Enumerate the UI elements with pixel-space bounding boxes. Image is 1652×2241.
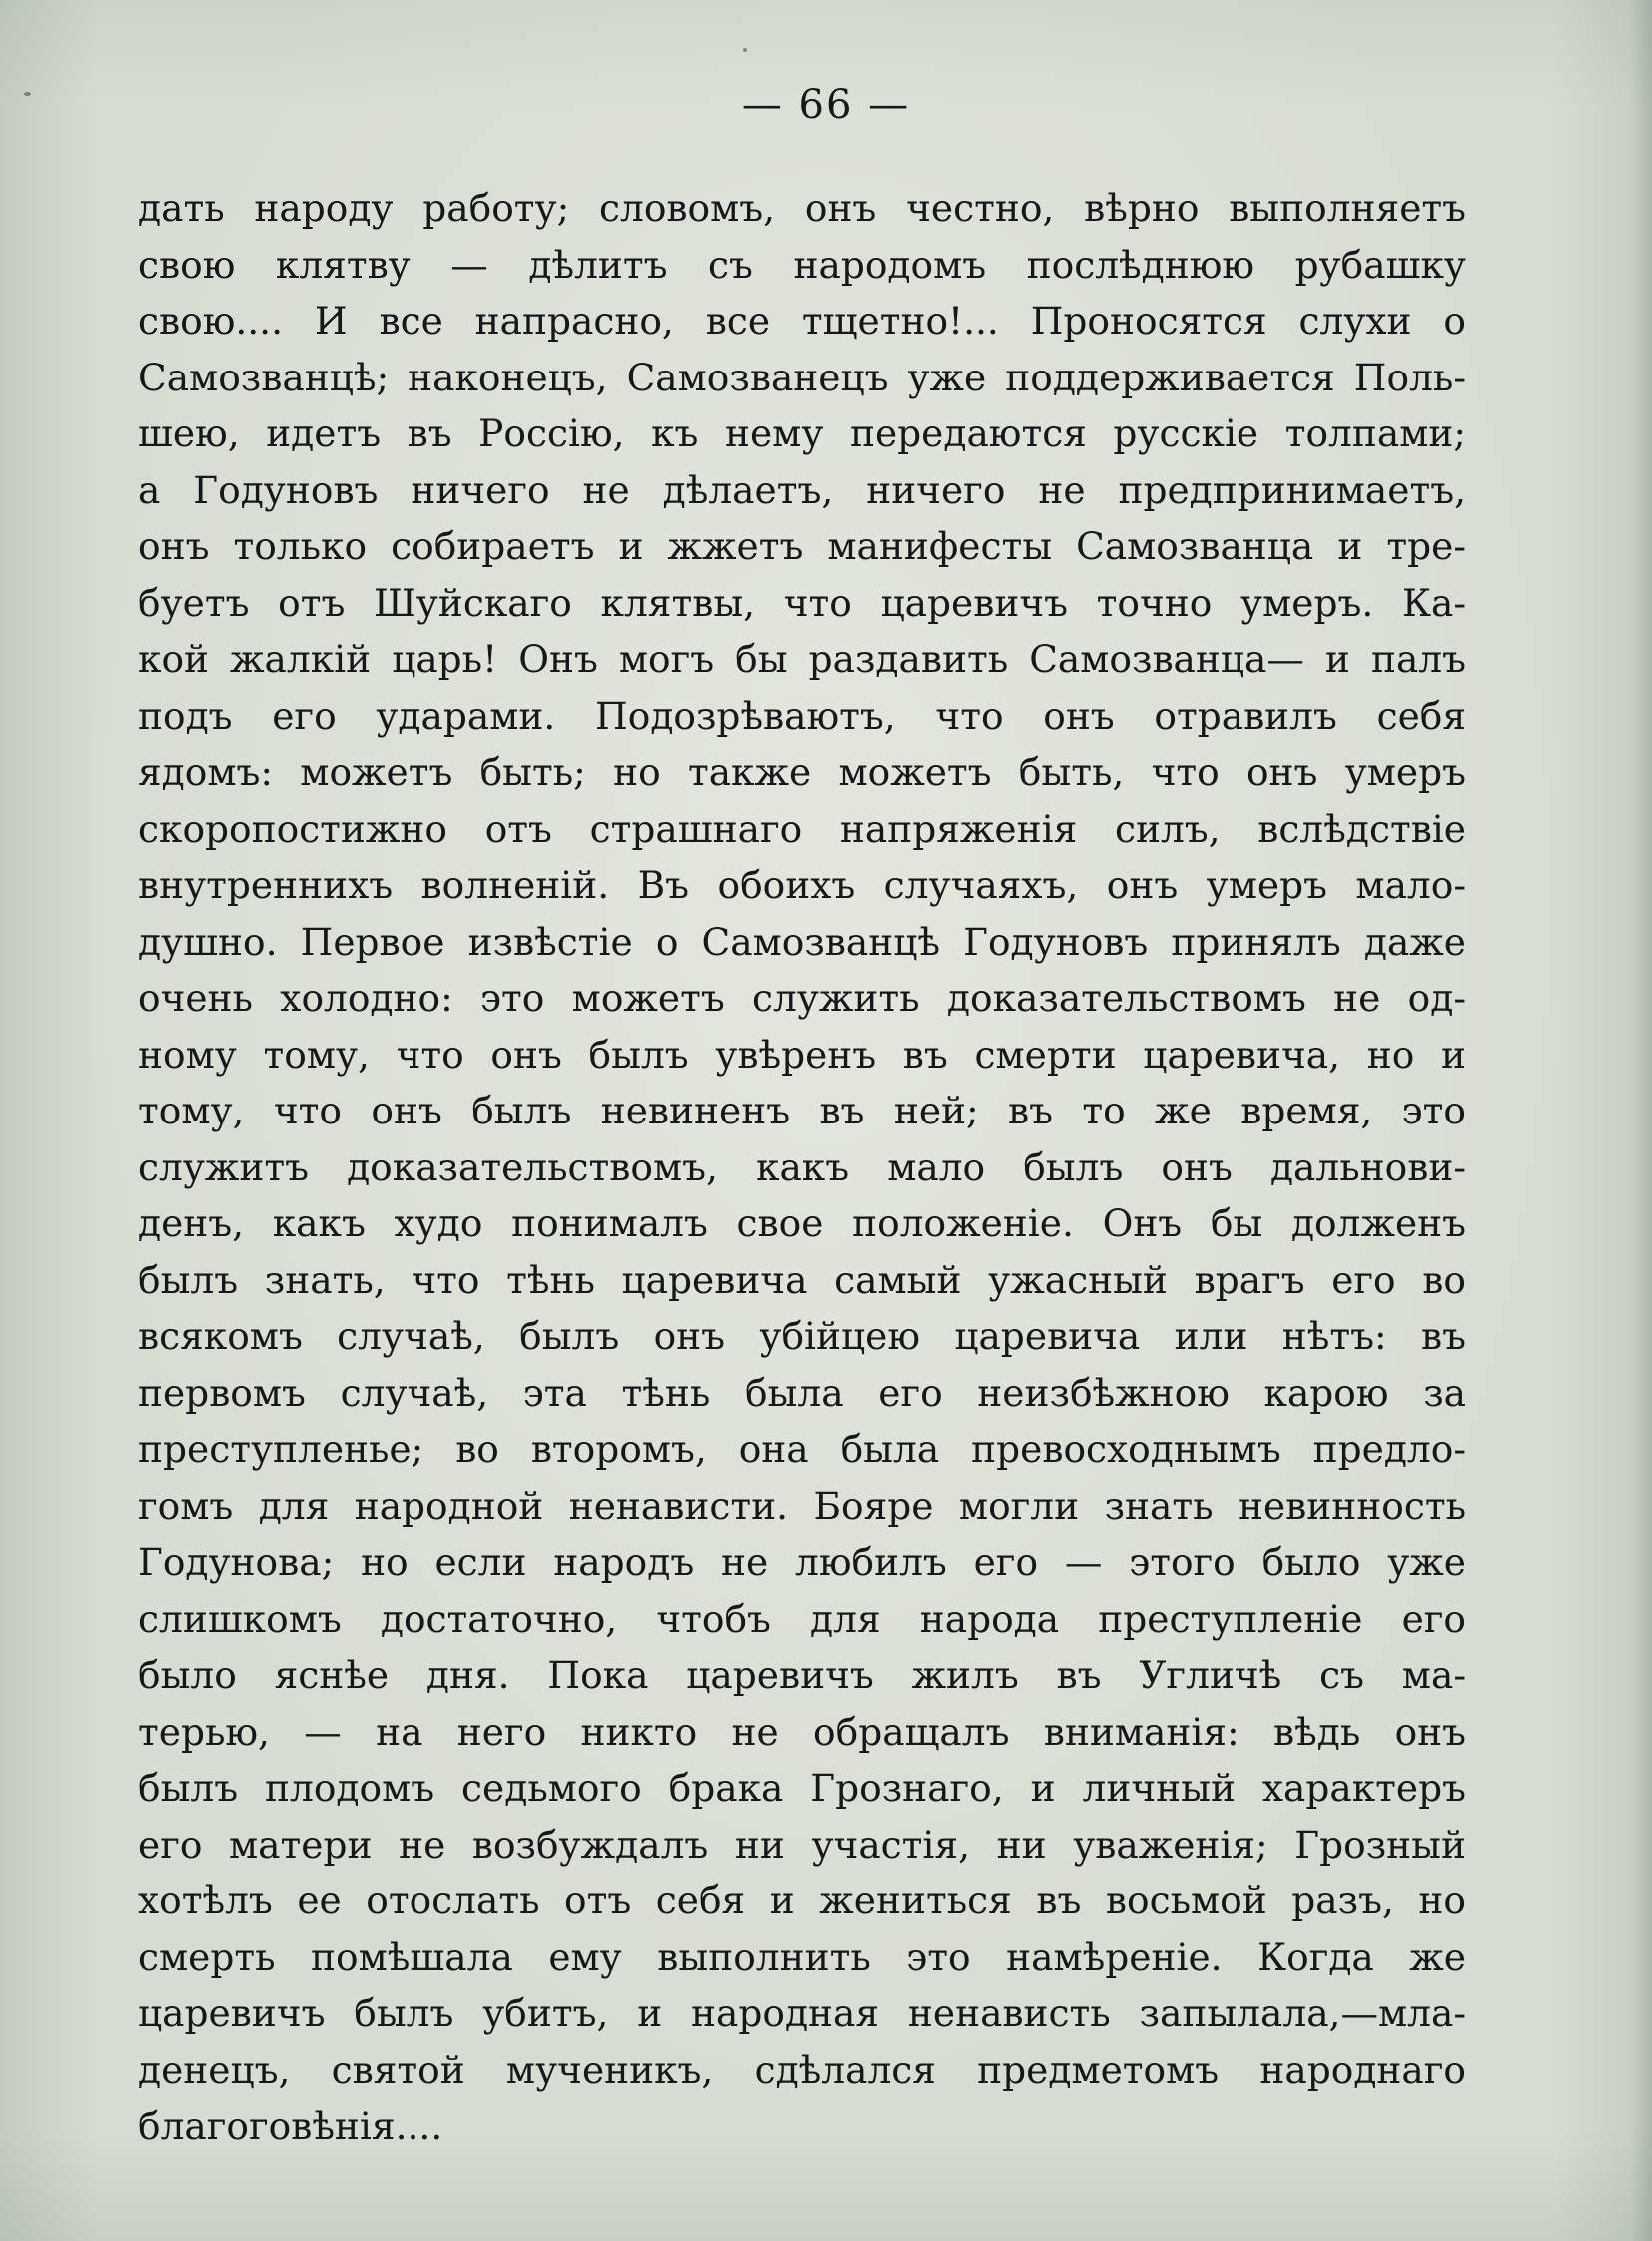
text-line: ядомъ: можетъ быть; но также можетъ быть, что онъ умеръ — [138, 750, 1466, 794]
text-line: а Годуновъ ничего не дѣлаетъ, ничего не предпринимаетъ, — [138, 467, 1466, 512]
text-line: царевичъ былъ убитъ, и народная ненависть запылала,—мла- — [138, 1991, 1466, 2035]
text-line: терью, — на него никто не обращалъ вниманія: вѣдь онъ — [138, 1709, 1466, 1754]
text-line: кой жалкій царь! Онъ могъ бы раздавить Самозванца— и палъ — [138, 637, 1466, 681]
text-line: подъ его ударами. Подозрѣваютъ, что онъ отравилъ себя — [138, 693, 1466, 738]
page-edge-shadow — [1630, 0, 1652, 2241]
text-line: очень холодно: это можетъ служить доказательствомъ не од- — [138, 976, 1466, 1020]
text-line: благоговѣнія.... — [138, 2104, 443, 2148]
text-line: свою клятву — дѣлитъ съ народомъ послѣднюю рубашку — [138, 242, 1466, 287]
text-line: преступленье; во второмъ, она была превосходнымъ предло- — [138, 1427, 1466, 1471]
body-text — [138, 180, 1466, 2155]
text-line: слишкомъ достаточно, чтобъ для народа преступленіе его — [138, 1596, 1466, 1641]
text-line: шею, идетъ въ Россію, къ нему передаются русскіе толпами; — [138, 411, 1466, 455]
text-line: былъ плодомъ седьмого брака Грознаго, и личный характеръ — [138, 1766, 1466, 1810]
text-line: денъ, какъ худо понималъ свое положеніе. Онъ бы долженъ — [138, 1201, 1466, 1245]
text-line: гомъ для народной ненависти. Бояре могли знать невинность — [138, 1483, 1466, 1528]
text-line: денецъ, святой мученикъ, сдѣлался предметомъ народнаго — [138, 2047, 1466, 2092]
text-line: первомъ случаѣ, эта тѣнь была его неизбѣжною карою за — [138, 1370, 1466, 1415]
text-line: тому, что онъ былъ невиненъ въ ней; въ то же время, это — [138, 1089, 1466, 1132]
text-line: скоропостижно отъ страшнаго напряженія силъ, вслѣдствіе — [138, 806, 1466, 851]
text-line: его матери не возбуждалъ ни участія, ни уваженія; Грозный — [138, 1822, 1466, 1867]
text-line: Самозванцѣ; наконецъ, Самозванецъ уже поддерживается Поль- — [138, 355, 1466, 399]
text-line: свою.... И все напрасно, все тщетно!... Проносятся слухи о — [138, 299, 1466, 343]
text-line: ному тому, что онъ былъ увѣренъ въ смерти царевича, но и — [138, 1032, 1466, 1077]
text-line: Годунова; но если народъ не любилъ его — этого было уже — [138, 1540, 1466, 1584]
text-line: всякомъ случаѣ, былъ онъ убійцею царевича или нѣтъ: въ — [138, 1314, 1466, 1358]
text-line: онъ только собираетъ и жжетъ манифесты Самозванца и тре- — [138, 524, 1466, 568]
print-speck — [743, 48, 747, 52]
text-line: хотѣлъ ее отослать отъ себя и жениться въ восьмой разъ, но — [138, 1878, 1466, 1922]
text-line: служитъ доказательствомъ, какъ мало былъ онъ дальнови- — [138, 1144, 1466, 1189]
text-line: былъ знать, что тѣнь царевича самый ужасный врагъ его во — [138, 1257, 1466, 1302]
text-line: было яснѣе дня. Пока царевичъ жилъ въ Угличѣ съ ма- — [138, 1653, 1466, 1697]
page-number: — 66 — — [741, 82, 911, 128]
text-line: буетъ отъ Шуйскаго клятвы, что царевичъ точно умеръ. Ка- — [138, 580, 1466, 625]
text-line: дать народу работу; словомъ, онъ честно, вѣрно выполняетъ — [138, 186, 1466, 230]
text-line: внутреннихъ волненій. Въ обоихъ случаяхъ, онъ умеръ мало- — [138, 863, 1466, 907]
text-line: душно. Первое извѣстіе о Самозванцѣ Годуновъ принялъ даже — [138, 919, 1466, 964]
text-line: смерть помѣшала ему выполнить это намѣреніе. Когда же — [138, 1934, 1466, 1979]
